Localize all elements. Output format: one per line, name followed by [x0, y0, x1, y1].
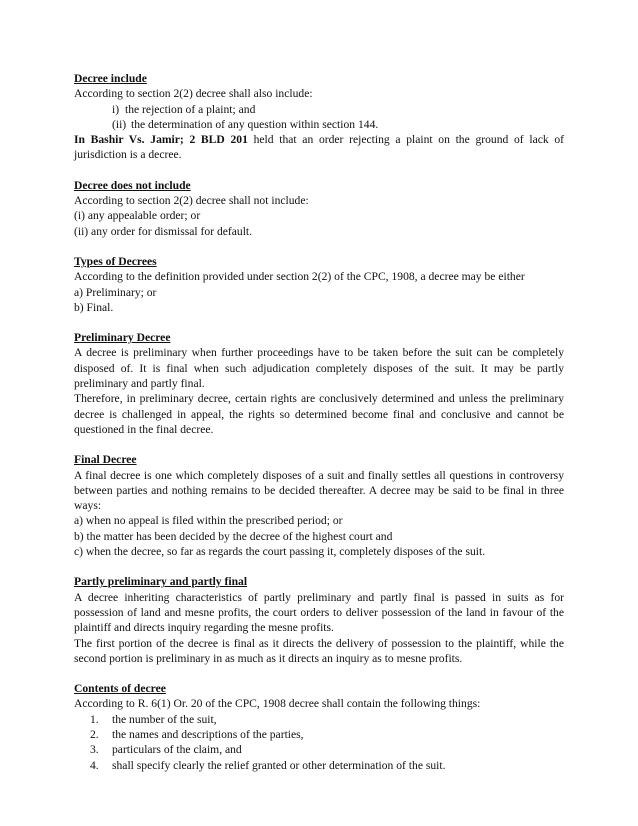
item-number: 2. — [90, 727, 99, 741]
heading-final-decree: Final Decree — [74, 453, 137, 467]
text-line: b) the matter has been decided by the decree of the highest court and — [74, 529, 393, 543]
item-number: 3. — [90, 743, 99, 757]
item-number: (ii) — [112, 117, 127, 131]
heading-preliminary-decree: Preliminary Decree — [74, 331, 171, 345]
section-partly-preliminary-final — [74, 574, 564, 666]
paragraph: A decree inheriting characteristics of partly preliminary and partly final is passed in suits as for possession of land and mesne profits, the court orders to deliver possession of the land in favour of the plaintiff and directs inquiry regarding the mesne profits. — [74, 590, 564, 635]
text-line: (i) any appealable order; or — [74, 209, 201, 223]
case-holding: held that an order rejecting a plaint on the ground of lack of jurisdiction is a decree. — [74, 133, 565, 162]
text-line: According to the definition provided under section 2(2) of the CPC, 1908, a decree may be either — [74, 270, 525, 284]
list-item — [74, 727, 564, 742]
section-decree-not-include — [74, 178, 564, 239]
paragraph: A final decree is one which completely disposes of a suit and finally settles all questions in controversy between parties and nothing remains to be decided thereafter. A decree may be said to be final in three ways: — [74, 468, 564, 513]
list-item — [74, 742, 564, 757]
text-line: a) Preliminary; or — [74, 285, 157, 299]
section-preliminary-decree — [74, 330, 564, 437]
paragraph: Therefore, in preliminary decree, certain rights are conclusively determined and unless the preliminary decree is challenged in appeal, the rights so determined become final and conclusive and cannot be questioned in the final decree. — [74, 392, 564, 436]
heading-types-of-decrees: Types of Decrees — [74, 254, 157, 268]
numbered-list — [74, 712, 564, 773]
case-citation: In Bashir Vs. Jamir; 2 BLD 201 — [74, 133, 248, 147]
text-line: c) when the decree, so far as regards the court passing it, completely disposes of the suit. — [74, 545, 486, 559]
paragraph: The first portion of the decree is final as it directs the delivery of possession to the plaintiff, while the second portion is preliminary in as much as it directs an inquiry as to mesne profits. — [74, 636, 564, 665]
item-number: 1. — [90, 712, 99, 726]
heading-contents-of-decree: Contents of decree — [74, 682, 166, 696]
list-item-i — [74, 102, 564, 117]
section-contents-of-decree — [74, 681, 564, 773]
text-line: (ii) any order for dismissal for default. — [74, 224, 253, 238]
text-line: According to section 2(2) decree shall not include: — [74, 194, 309, 208]
case-citation-paragraph — [74, 132, 564, 163]
text-line: b) Final. — [74, 300, 114, 314]
list-item — [74, 712, 564, 727]
heading-decree-include: Decree include — [74, 72, 147, 85]
item-text: the names and descriptions of the parties, — [112, 727, 304, 741]
item-text: shall specify clearly the relief granted or other determination of the suit. — [112, 758, 446, 772]
item-text: the determination of any question within section 144. — [131, 117, 379, 131]
list-item — [74, 758, 564, 773]
item-text: particulars of the claim, and — [112, 743, 242, 757]
item-number: 4. — [90, 758, 99, 772]
document-page — [74, 71, 564, 788]
item-text: the number of the suit, — [112, 712, 217, 726]
intro-line: According to section 2(2) decree shall also include: — [74, 87, 313, 101]
intro-line: According to R. 6(1) Or. 20 of the CPC, 1908 decree shall contain the following things: — [74, 697, 481, 711]
item-text: the rejection of a plaint; and — [125, 102, 256, 116]
section-final-decree — [74, 452, 564, 559]
item-number: i) — [112, 102, 120, 116]
heading-decree-not-include: Decree does not include — [74, 178, 191, 192]
list-item-ii — [74, 117, 564, 132]
text-line: a) when no appeal is filed within the prescribed period; or — [74, 514, 343, 528]
paragraph: A decree is preliminary when further proceedings have to be taken before the suit can be completely disposed of. It is final when such adjudication completely disposes of the suit. It may be partly preliminary and partly final. — [74, 346, 564, 391]
section-decree-include — [74, 71, 564, 163]
heading-partly-preliminary-final: Partly preliminary and partly final — [74, 575, 248, 589]
section-types-of-decrees — [74, 254, 564, 315]
